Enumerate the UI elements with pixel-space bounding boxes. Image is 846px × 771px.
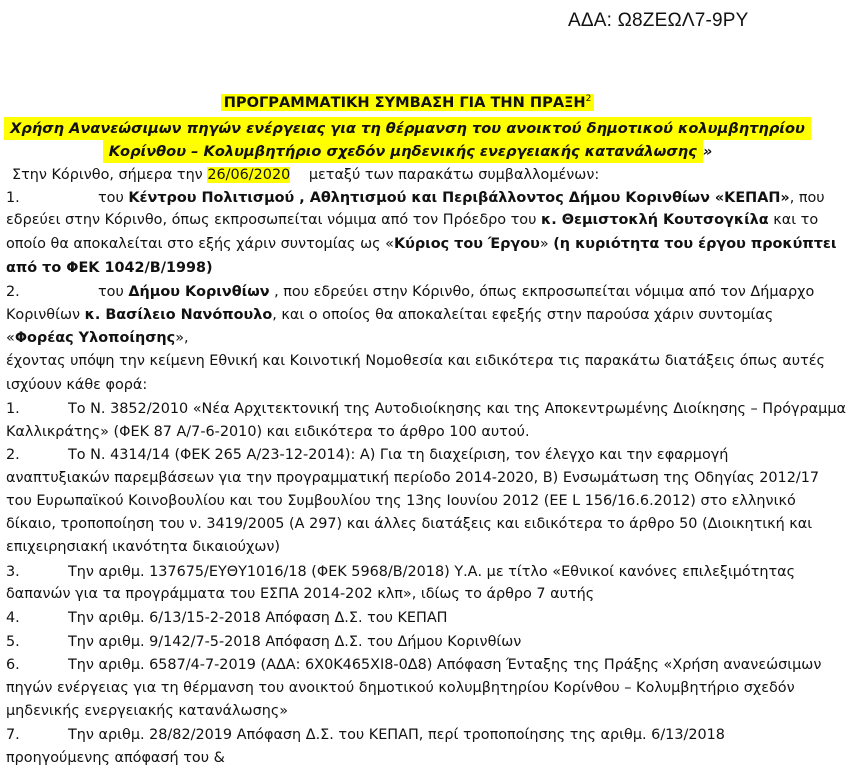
- list-item: 7. Την αριθμ. 28/82/2019 Απόφαση Δ.Σ. του ΚΕΠΑΠ, περί τροποποίησης της αριθμ. 6/13/2018: [6, 727, 725, 743]
- project-title-line2: Κορίνθου – Κολυμβητήριο σχεδόν μηδενικής ενεργειακής κατανάλωσης »: [0, 143, 815, 160]
- list-item-cont: Καλλικράτης» (ΦΕΚ 87 Α/7-6-2010) και ειδικότερα το άρθρο 100 αυτού.: [6, 424, 530, 440]
- list-item-cont: προηγούμενης απόφασή του &: [6, 750, 225, 766]
- party1-line4: από το ΦΕΚ 1042/Β/1998): [6, 260, 213, 276]
- party2-name: Δήμου Κορινθίων: [128, 284, 270, 300]
- party1-line3: οποίο θα αποκαλείται στο εξής χάριν συντομίας ως «Κύριος του Έργου» (η κυριότητα του έργου προκύπτει: [6, 236, 837, 252]
- list-item-cont: επιχειρησιακή ικανότητα δικαιούχων): [6, 539, 281, 555]
- list-item-cont: αναπτυξιακών παρεμβάσεων για την προγραμματική περίοδο 2014-2020, Β) Ενσωμάτωση της Οδηγίας 2012/17: [6, 470, 820, 486]
- contract-date: 26/06/2020: [207, 167, 291, 183]
- list-item-cont: δαπανών για τα προγράμματα του ΕΣΠΑ 2014-202 κλπ», ιδίως το άρθρο 7 αυτής: [6, 586, 595, 602]
- party1-president: κ. Θεμιστοκλή Κουτσογκίλα: [541, 212, 769, 228]
- party2-line1: 2. του Δήμου Κορινθίων , που εδρεύει στην Κόρινθο, όπως εκπροσωπείται νόμιμα από τον Δήμαρχο: [6, 284, 815, 300]
- list-item-cont: πηγών ενέργειας για τη θέρμανση του ανοικτού δημοτικού κολυμβητηρίου Κορίνθου – Κολυμβητήριο σχεδόν: [6, 680, 795, 696]
- party2-line2: Κορινθίων κ. Βασίλειο Νανόπουλο, και ο οποίος θα αποκαλείται εφεξής στην παρούσα χάριν συντομίας: [6, 307, 774, 323]
- list-item: 5. Την αριθμ. 9/142/7-5-2018 Απόφαση Δ.Σ. του Δήμου Κορινθίων: [6, 634, 522, 650]
- list-item: 3. Την αριθμ. 137675/ΕΥΘΥ1016/18 (ΦΕΚ 5968/Β/2018) Υ.Α. με τίτλο «Εθνικοί κανόνες επιλεξιμότητας: [6, 564, 796, 580]
- list-item: 6. Την αριθμ. 6587/4-7-2019 (ΑΔΑ: 6Χ0Κ465ΧΙ8-0Δ8) Απόφαση Ένταξης της Πράξης «Χρήση ανανεώσιμων: [6, 657, 822, 673]
- having-line2: ισχύουν κάθε φορά:: [6, 377, 148, 393]
- project-title-line1: Χρήση Ανανεώσιμων πηγών ενέργειας για τη θέρμανση του ανοικτού δημοτικού κολυμβητηρίου: [0, 120, 815, 137]
- list-item: 1. Το Ν. 3852/2010 «Νέα Αρχιτεκτονική της Αυτοδιοίκησης και της Αποκεντρωμένης Διοίκησης – Πρόγραμμα: [6, 401, 846, 417]
- party1-line1: 1. του Κέντρου Πολιτισμού , Αθλητισμού και Περιβάλλοντος Δήμου Κορινθίων «ΚΕΠΑΠ», που: [6, 190, 825, 206]
- list-item-cont: μηδενικής ενεργειακής κατανάλωσης»: [6, 703, 289, 719]
- having-line1: έχοντας υπόψη την κείμενη Εθνική και Κοινοτική Νομοθεσία και ειδικότερα τις παρακάτω διατάξεις όπως αυτές: [6, 353, 825, 369]
- title-main: ΠΡΟΓΡΑΜΜΑΤΙΚΗ ΣΥΜΒΑΣΗ ΓΙΑ ΤΗΝ ΠΡΑΞΗ: [223, 94, 586, 111]
- ada-code: ΑΔΑ: Ω8ΖΕΩΛ7-9ΡΥ: [568, 10, 749, 31]
- list-item: 2. Το Ν. 4314/14 (ΦΕΚ 265 Α/23-12-2014): Α) Για τη διαχείριση, τον έλεγχο και την εφαρμογή: [6, 447, 729, 463]
- list-item-cont: δίκαιο, τροποποίηση του ν. 3419/2005 (Α 297) και άλλες διατάξεις και ειδικότερα το άρθρο 50 (Διοικητική και: [6, 516, 813, 532]
- title-footnote-marker: 2: [585, 94, 592, 105]
- party1-line2: εδρεύει στην Κόρινθο, όπως εκπροσωπείται νόμιμα από τον Πρόεδρο του κ. Θεμιστοκλή Κουτσογκίλα και το: [6, 212, 819, 228]
- party2-mayor: κ. Βασίλειο Νανόπουλο: [84, 307, 273, 323]
- list-item: 4. Την αριθμ. 6/13/15-2-2018 Απόφαση Δ.Σ. του ΚΕΠΑΠ: [6, 610, 448, 626]
- document-title: [0, 94, 815, 111]
- list-item-cont: του Ευρωπαϊκού Κοινοβουλίου και του Συμβουλίου της 13ης Ιουνίου 2012 (ΕΕ L 156/16.6.2012) στο ελληνικό: [6, 493, 796, 509]
- party2-line3: «Φορέας Υλοποίησης»,: [6, 330, 189, 346]
- party1-name: Κέντρου Πολιτισμού , Αθλητισμού και Περιβάλλοντος Δήμου Κορινθίων «ΚΕΠΑΠ»: [128, 190, 790, 206]
- intro-line: Στην Κόρινθο, σήμερα την 26/06/2020 μεταξύ των παρακάτω συμβαλλομένων:: [12, 167, 600, 183]
